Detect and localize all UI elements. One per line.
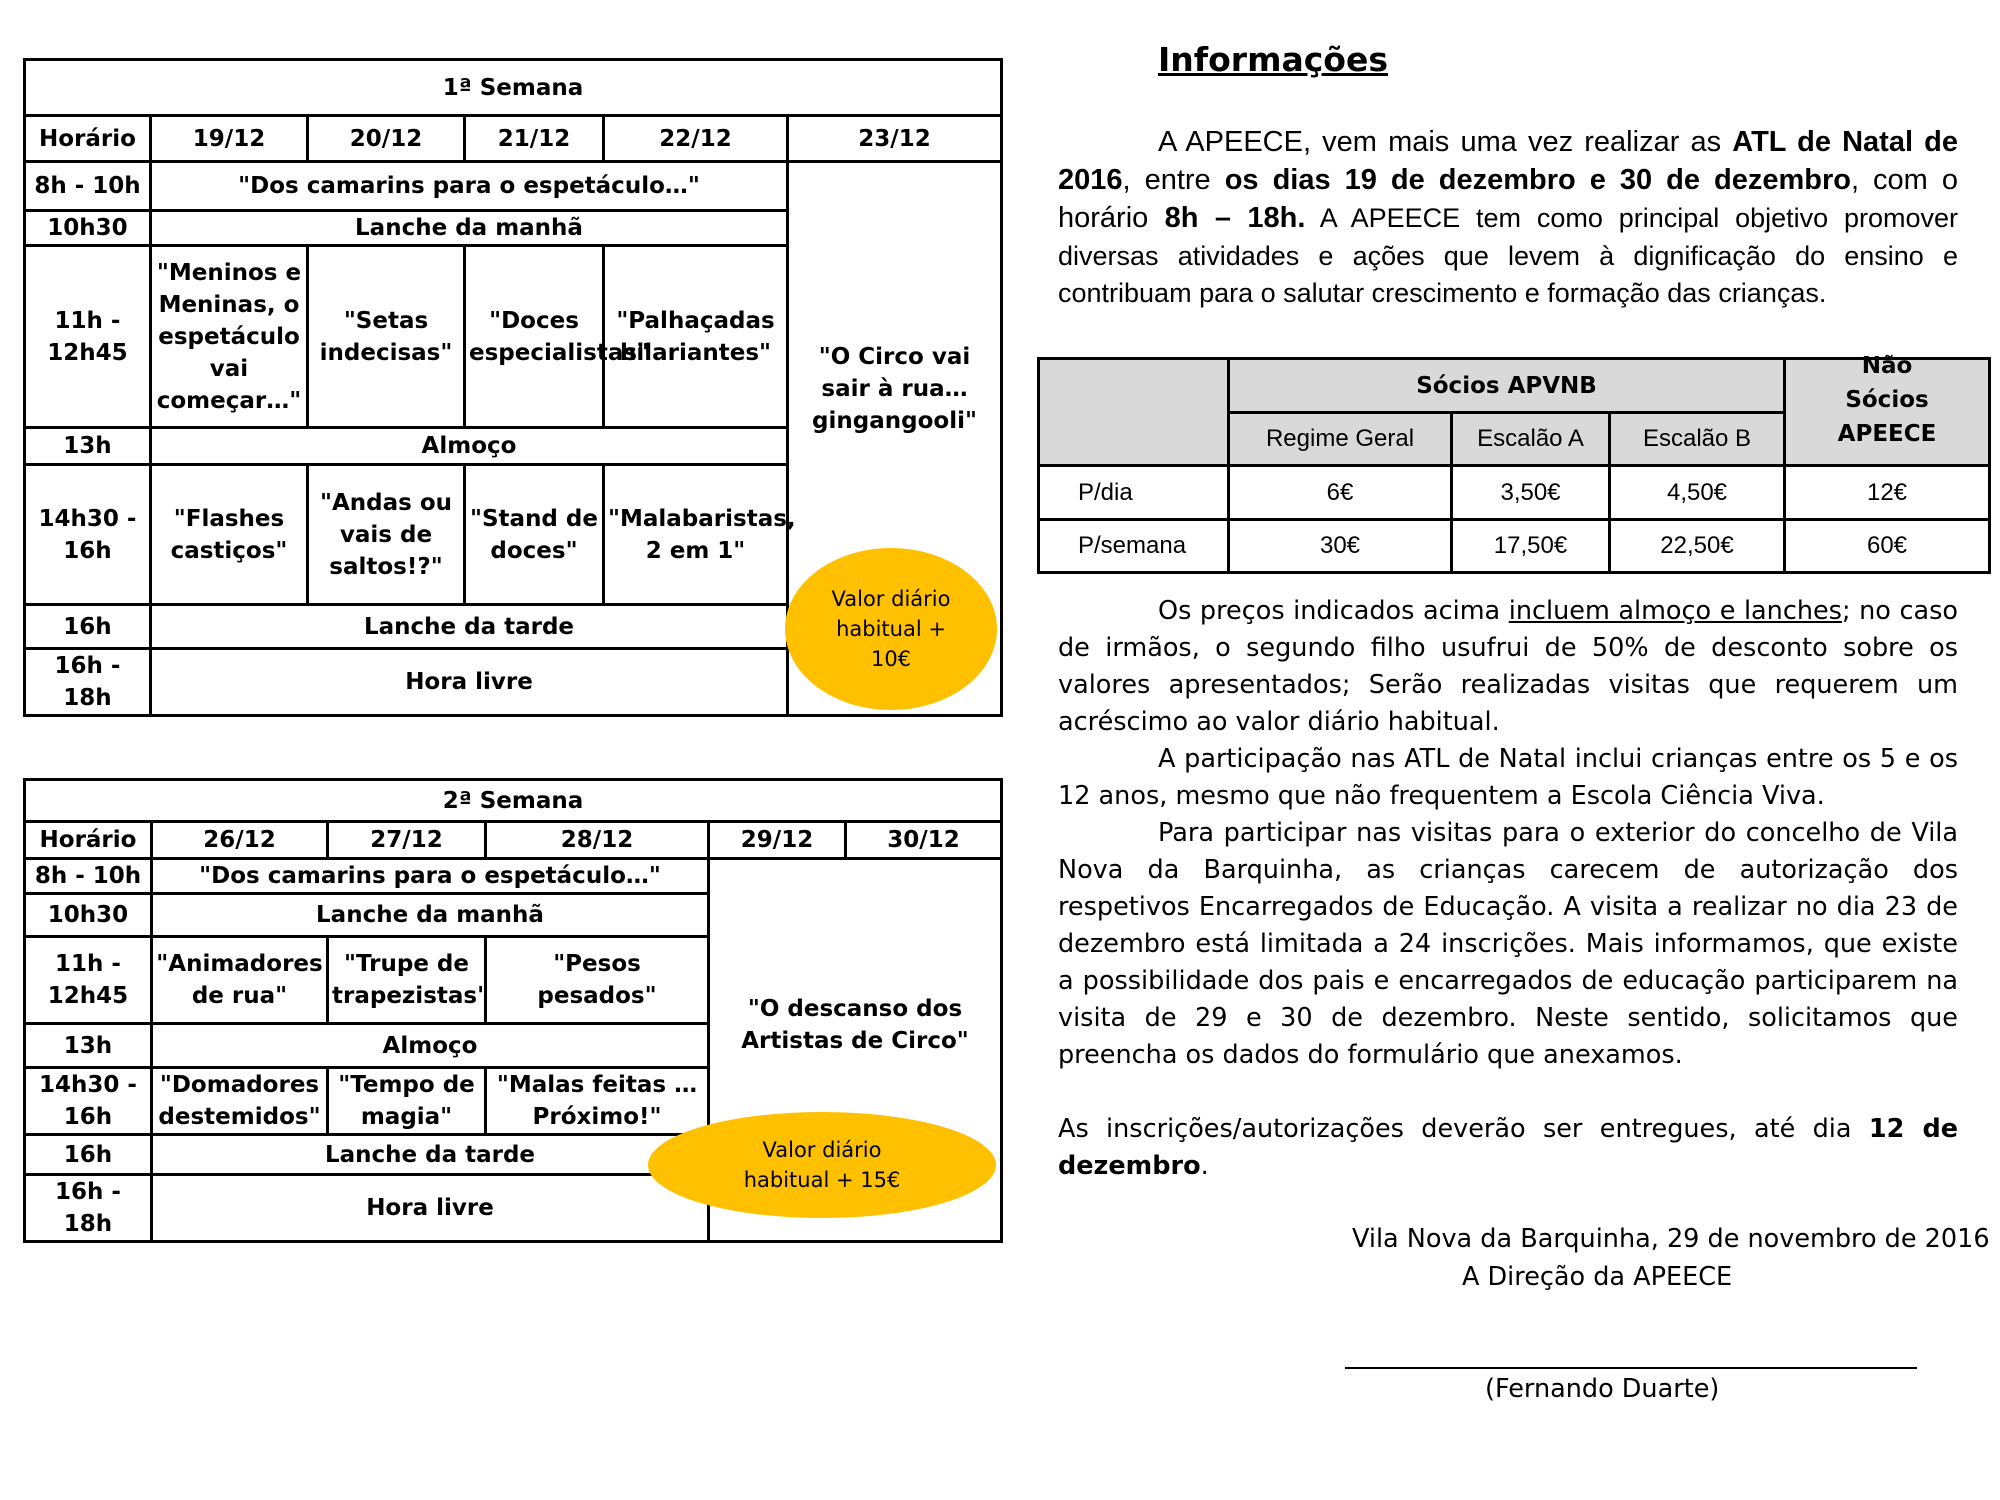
signature-line (1345, 1367, 1917, 1369)
week2-day: 27/12 (328, 822, 486, 859)
week2-slot: 13h (25, 1024, 152, 1068)
week2-lanche-manha: Lanche da manhã (152, 894, 709, 937)
note-text: Os preços indicados acima (1158, 596, 1509, 626)
price-cell: 12€ (1785, 466, 1990, 520)
week1-activity-cell: "Doces especialistas" (465, 246, 604, 428)
price-cell: 30€ (1229, 520, 1452, 573)
price-header-nao-socios-text: Não Sócios APEECE (1837, 353, 1937, 447)
week2-activity-cell: "Tempo de magia" (328, 1068, 486, 1135)
price-col-header: Escalão B (1610, 413, 1785, 466)
week1-hora-livre: Hora livre (151, 649, 788, 716)
price-row-label: P/semana (1039, 520, 1229, 573)
week2-slot: 10h30 (25, 894, 152, 937)
week1-slot: 13h (25, 428, 151, 465)
note-deadline (1058, 1111, 1958, 1185)
week1-day: 19/12 (151, 116, 308, 162)
week1-slot: 16h (25, 605, 151, 649)
week2-activity-cell: "Pesos pesados" (486, 937, 709, 1024)
week2-day: 26/12 (152, 822, 328, 859)
week2-morning-activity: "Dos camarins para o espetáculo…" (152, 859, 709, 894)
intro-paragraph (1058, 123, 1958, 311)
price-row-label: P/dia (1039, 466, 1229, 520)
note-prices (1058, 593, 1958, 741)
week2-slot: 16h (25, 1135, 152, 1175)
week1-slot: 16h - 18h (25, 649, 151, 716)
week2-special-day-text: "O descanso dos Artistas de Circo" (741, 996, 969, 1054)
price-cell: 6€ (1229, 466, 1452, 520)
week2-slot: 14h30 - 16h (25, 1068, 152, 1135)
note-text: A participação nas ATL de Natal inclui crianças entre os 5 e os 12 anos, mesmo que não frequentem a Escola Ciência Viva. (1058, 744, 1958, 811)
intro-bold-hours: 8h – 18h. (1164, 202, 1306, 234)
week1-morning-activity: "Dos camarins para o espetáculo…" (151, 162, 788, 211)
note-deadline-date: 12 de dezembro (1058, 1114, 1958, 1181)
week1-lanche-manha: Lanche da manhã (151, 211, 788, 246)
intro-text: , com o horário (1058, 164, 1958, 234)
week2-almoco: Almoço (152, 1024, 709, 1068)
week1-lanche-tarde: Lanche da tarde (151, 605, 788, 649)
info-title: Informações (1158, 40, 1388, 79)
week1-slot: 14h30 - 16h (25, 465, 151, 605)
note-visits (1058, 815, 1958, 1074)
direction-signature: A Direção da APEECE (1462, 1262, 1733, 1292)
week2-price-badge-text: Valor diário habitual + 15€ (743, 1138, 901, 1192)
price-table (1037, 353, 1991, 574)
week2-activity-cell: "Malas feitas …Próximo!" (486, 1068, 709, 1135)
week1-price-badge (785, 548, 997, 710)
note-text: ; no caso de irmãos, o segundo filho usufrui de 50% de desconto sobre os valores apresentados; Serão realizadas visitas que requerem um acréscimo ao valor diário habitual. (1058, 596, 1958, 737)
week1-day: 23/12 (788, 116, 1002, 162)
week2-lanche-tarde: Lanche da tarde (152, 1135, 709, 1175)
price-cell: 3,50€ (1452, 466, 1610, 520)
week2-header-horario: Horário (25, 822, 152, 859)
week1-slot: 8h - 10h (25, 162, 151, 211)
week1-slot: 10h30 (25, 211, 151, 246)
price-cell: 22,50€ (1610, 520, 1785, 573)
week2-activity-cell: "Animadores de rua" (152, 937, 328, 1024)
week2-hora-livre: Hora livre (152, 1175, 709, 1242)
week1-activity-cell: "Meninos e Meninas, o espetáculo vai começar…" (151, 246, 308, 428)
week1-special-day-text: "O Circo vai sair à rua…gingangooli" (812, 343, 977, 434)
week1-day: 20/12 (308, 116, 465, 162)
price-table-corner (1039, 359, 1229, 466)
week1-title: 1ª Semana (25, 60, 1002, 116)
week2-slot: 11h - 12h45 (25, 937, 152, 1024)
price-col-header: Regime Geral (1229, 413, 1452, 466)
week1-slot: 11h - 12h45 (25, 246, 151, 428)
intro-text: A APEECE, vem mais uma vez realizar as (1158, 126, 1733, 158)
week1-activity-cell: "Andas ou vais de saltos!?" (308, 465, 465, 605)
week1-almoco: Almoço (151, 428, 788, 465)
week1-activity-cell: "Flashes castiços" (151, 465, 308, 605)
week1-price-badge-text: Valor diário habitual + 10€ (831, 587, 951, 671)
price-cell: 17,50€ (1452, 520, 1610, 573)
note-text: . (1200, 1151, 1209, 1181)
intro-bold-dates: os dias 19 de dezembro e 30 de dezembro (1224, 164, 1851, 196)
week2-slot: 16h - 18h (25, 1175, 152, 1242)
week2-price-badge (648, 1112, 996, 1218)
week1-activity-cell: "Palhaçadas hilariantes" (604, 246, 788, 428)
signer-name: (Fernando Duarte) (1485, 1374, 1720, 1404)
price-cell: 4,50€ (1610, 466, 1785, 520)
place-date: Vila Nova da Barquinha, 29 de novembro de 2016 (1352, 1224, 1990, 1254)
week2-day: 30/12 (846, 822, 1002, 859)
note-text: As inscrições/autorizações deverão ser entregues, até dia (1058, 1114, 1869, 1144)
price-cell: 60€ (1785, 520, 1990, 573)
note-underlined: incluem almoço e lanches (1508, 596, 1842, 626)
price-col-header: Escalão A (1452, 413, 1610, 466)
week1-activity-cell: "Malabaristas, 2 em 1" (604, 465, 788, 605)
week1-activity-cell: "Setas indecisas" (308, 246, 465, 428)
week1-activity-cell: "Stand de doces" (465, 465, 604, 605)
week1-day: 21/12 (465, 116, 604, 162)
notes-section (1058, 593, 1958, 1185)
intro-text: , entre (1122, 164, 1225, 196)
week1-day: 22/12 (604, 116, 788, 162)
week2-activity-cell: "Domadores destemidos" (152, 1068, 328, 1135)
note-participation (1058, 741, 1958, 815)
week2-slot: 8h - 10h (25, 859, 152, 894)
price-header-nao-socios (1785, 353, 1990, 466)
week2-title: 2ª Semana (25, 780, 1002, 822)
note-text: Para participar nas visitas para o exterior do concelho de Vila Nova da Barquinha, as crianças carecem de autorização dos respetivos Encarregados de Educação. A visita a realizar no dia 23 de dezembro está limitada a 24 inscrições. Mais informamos, que existe a possibilidade dos pais e encarregados de educação participarem na visita de 29 e 30 de dezembro. Neste sentido, solicitamos que preencha os dados do formulário que anexamos. (1058, 818, 1958, 1070)
week1-header-horario: Horário (25, 116, 151, 162)
week2-day: 29/12 (709, 822, 846, 859)
intro-bold-atl: ATL de Natal de 2016 (1058, 126, 1959, 196)
price-header-socios: Sócios APVNB (1229, 359, 1785, 413)
week2-day: 28/12 (486, 822, 709, 859)
week2-activity-cell: "Trupe de trapezistas" (328, 937, 486, 1024)
intro-text: A APEECE tem como principal objetivo promover diversas atividades e ações que levem à dignificação do ensino e contribuam para o salutar crescimento e formação das crianças. (1058, 203, 1959, 308)
